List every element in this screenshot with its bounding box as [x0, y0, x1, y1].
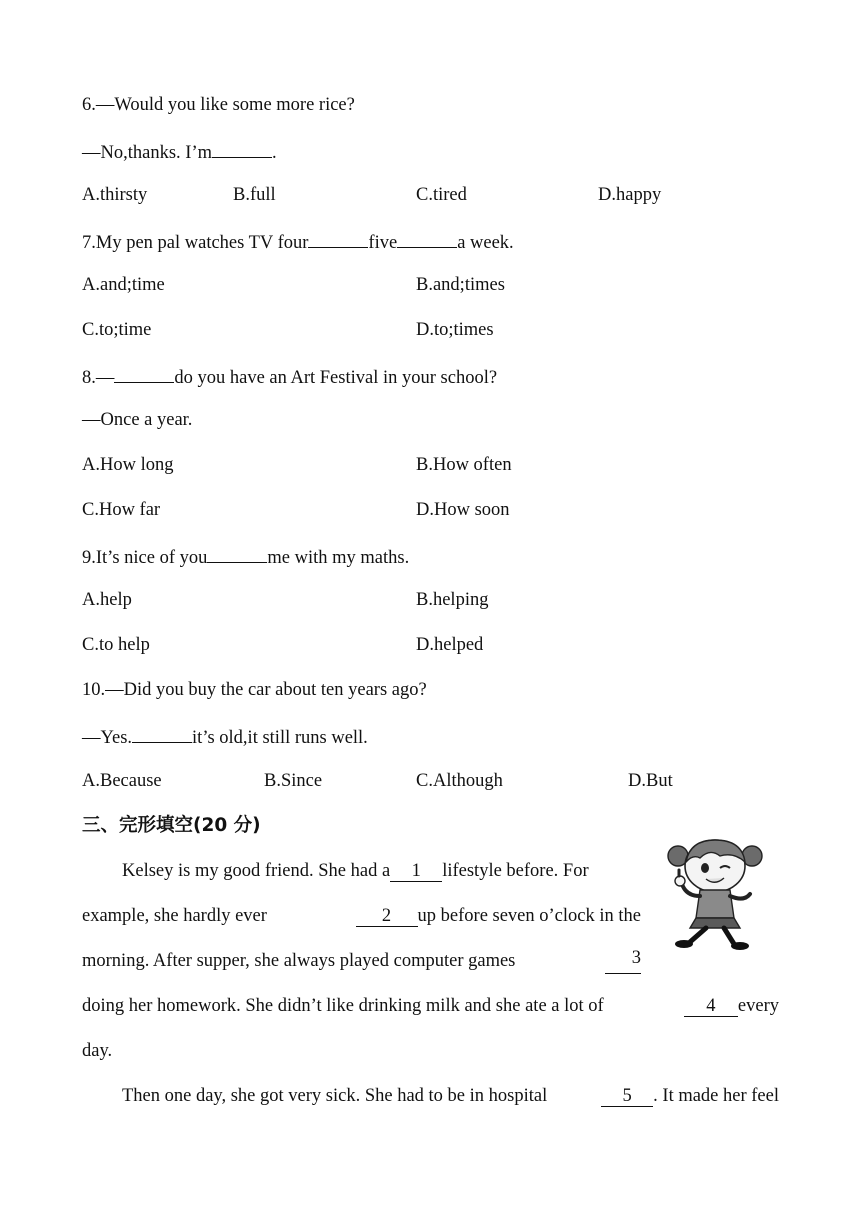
- q7-stem-part-a: 7.My pen pal watches TV four: [82, 233, 309, 253]
- q8-option-d: D.How soon: [416, 500, 510, 520]
- q7-option-a: A.and;time: [82, 275, 165, 295]
- q8-stem-prefix: 8.—: [82, 368, 115, 388]
- passage-text: example, she hardly ever: [82, 906, 267, 926]
- q9-stem: [82, 542, 409, 571]
- q10-option-d: D.But: [628, 771, 673, 791]
- q10-stem: 10.—Did you buy the car about ten years ago?: [82, 680, 427, 700]
- q9-stem-prefix: 9.It’s nice of you: [82, 548, 208, 568]
- q10-reply-prefix: —Yes.: [82, 728, 133, 748]
- q10-option-a: A.Because: [82, 771, 162, 791]
- q6-reply: [82, 137, 277, 166]
- answer-blank: [212, 137, 272, 158]
- q8-option-b: B.How often: [416, 455, 512, 475]
- q6-stem: 6.—Would you like some more rice?: [82, 95, 355, 115]
- q6-option-b: B.full: [233, 185, 276, 205]
- q7-option-b: B.and;times: [416, 275, 505, 295]
- passage-text: morning. After supper, she always played computer games: [82, 951, 516, 971]
- answer-blank: [114, 362, 174, 383]
- q8-reply: —Once a year.: [82, 410, 193, 430]
- passage-text: every: [737, 996, 779, 1016]
- answer-blank: [397, 227, 457, 248]
- passage-line: [82, 948, 641, 974]
- q9-option-c: C.to help: [82, 635, 150, 655]
- q9-option-d: D.helped: [416, 635, 484, 655]
- q8-option-c: C.How far: [82, 500, 161, 520]
- passage-text: lifestyle before. For: [442, 861, 589, 881]
- q7-stem: [82, 227, 514, 256]
- section-title: 三、完形填空(20 分): [82, 815, 261, 836]
- passage-line: day.: [82, 1041, 113, 1061]
- answer-blank: [132, 722, 192, 743]
- q9-option-b: B.helping: [416, 590, 489, 610]
- passage-text: doing her homework. She didn’t like drinking milk and she ate a lot of: [82, 996, 604, 1016]
- q9-stem-suffix: me with my maths.: [267, 548, 410, 568]
- answer-blank: [207, 542, 267, 563]
- q9-option-a: A.help: [82, 590, 132, 610]
- passage-line: [122, 858, 641, 884]
- q8-stem: [82, 362, 497, 391]
- q8-option-a: A.How long: [82, 455, 174, 475]
- gap-number: 4: [684, 996, 738, 1017]
- q10-reply-suffix: it’s old,it still runs well.: [192, 728, 368, 748]
- q6-option-a: A.thirsty: [82, 185, 148, 205]
- gap-number: 5: [601, 1086, 653, 1107]
- q7-stem-part-c: a week.: [457, 233, 514, 253]
- gap-number: 2: [356, 906, 418, 927]
- q6-option-d: D.happy: [598, 185, 662, 205]
- passage-line: [82, 903, 641, 929]
- q7-option-c: C.to;time: [82, 320, 152, 340]
- q10-reply: [82, 722, 368, 751]
- q7-stem-part-b: five: [368, 233, 398, 253]
- passage-line: [122, 1083, 779, 1109]
- passage-text: Then one day, she got very sick. She had to be in hospital: [122, 1086, 548, 1106]
- passage-text: . It made her feel: [653, 1086, 779, 1106]
- q6-option-c: C.tired: [416, 185, 467, 205]
- gap-number: 1: [390, 861, 442, 882]
- gap-number: 3: [605, 948, 641, 974]
- q6-reply-prefix: —No,thanks. I’m: [82, 143, 212, 163]
- passage-line: [82, 993, 779, 1019]
- cartoon-girl-illustration: [660, 834, 770, 952]
- passage-text: up before seven o’clock in the: [417, 906, 641, 926]
- answer-blank: [308, 227, 368, 248]
- q10-option-b: B.Since: [264, 771, 323, 791]
- passage-text: Kelsey is my good friend. She had a: [122, 861, 391, 881]
- q6-reply-suffix: .: [272, 143, 277, 163]
- q7-option-d: D.to;times: [416, 320, 494, 340]
- q10-option-c: C.Although: [416, 771, 503, 791]
- q8-stem-suffix: do you have an Art Festival in your school?: [174, 368, 498, 388]
